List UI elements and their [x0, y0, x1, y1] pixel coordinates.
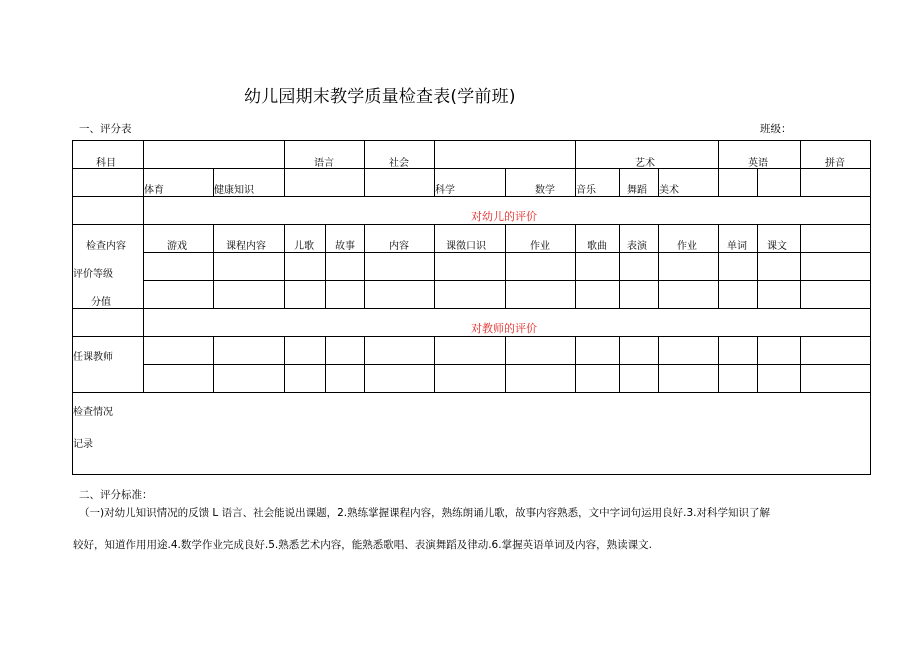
science-header: 科学 [435, 185, 455, 196]
society-header: 社会 [389, 158, 409, 169]
content-row-label: 检查内容 [86, 241, 126, 252]
dance-header: 舞蹈 [627, 185, 647, 196]
check-label: 检查情况 [73, 407, 113, 418]
section2-heading: 二、评分标准： [79, 489, 153, 501]
math-header: 数学 [535, 185, 555, 196]
content-item: 故事 [335, 241, 355, 252]
teacher-label: 任课教师 [73, 352, 113, 363]
class-label: 班级： [760, 123, 792, 135]
pinyin-header: 拼音 [825, 158, 845, 169]
content-item: 歌曲 [587, 241, 607, 252]
criteria-line-1: （一)对幼儿知识情况的反馈 L 语言、社会能说出课题，2.熟练掌握课程内容，熟练朗诵儿歌，故事内容熟悉，文中字词句运用良好.3.对科学知识了解 [79, 507, 770, 519]
content-item: 课文 [767, 241, 787, 252]
content-item: 课徵口识 [446, 241, 486, 252]
eval-children-heading: 对幼儿的评价 [471, 210, 537, 223]
content-item: 儿歌 [294, 241, 314, 252]
pe-header: 体育 [144, 185, 164, 196]
content-item: 单词 [727, 241, 747, 252]
music-header: 音乐 [576, 185, 596, 196]
record-label: 记录 [73, 439, 93, 450]
content-item: 作业 [677, 241, 697, 252]
subject-header: 科目 [96, 158, 116, 169]
art-header: 艺术 [635, 158, 655, 169]
score-label: 分值 [91, 297, 111, 308]
page-title: 幼儿园期末教学质量检查表(学前班) [244, 87, 516, 107]
content-item: 课程内容 [226, 241, 266, 252]
content-item: 作业 [530, 241, 550, 252]
content-item: 游戏 [167, 241, 187, 252]
content-item: 表演 [627, 241, 647, 252]
criteria-line-2: 较好，知道作用用途.4.数学作业完成良好.5.熟悉艺术内容，能熟悉歌唱、表演舞蹈及律动.6.掌握英语单词及内容，熟读课文. [73, 539, 652, 551]
language-header: 语言 [314, 158, 334, 169]
grade-label: 评价等级 [73, 269, 113, 280]
health-header: 健康知识 [214, 185, 254, 196]
eval-teacher-heading: 对教师的评价 [471, 322, 537, 335]
fine-art-header: 美术 [659, 185, 679, 196]
english-header: 英语 [748, 158, 768, 169]
section1-heading: 一、评分表 [79, 123, 132, 135]
content-item: 内容 [389, 241, 409, 252]
